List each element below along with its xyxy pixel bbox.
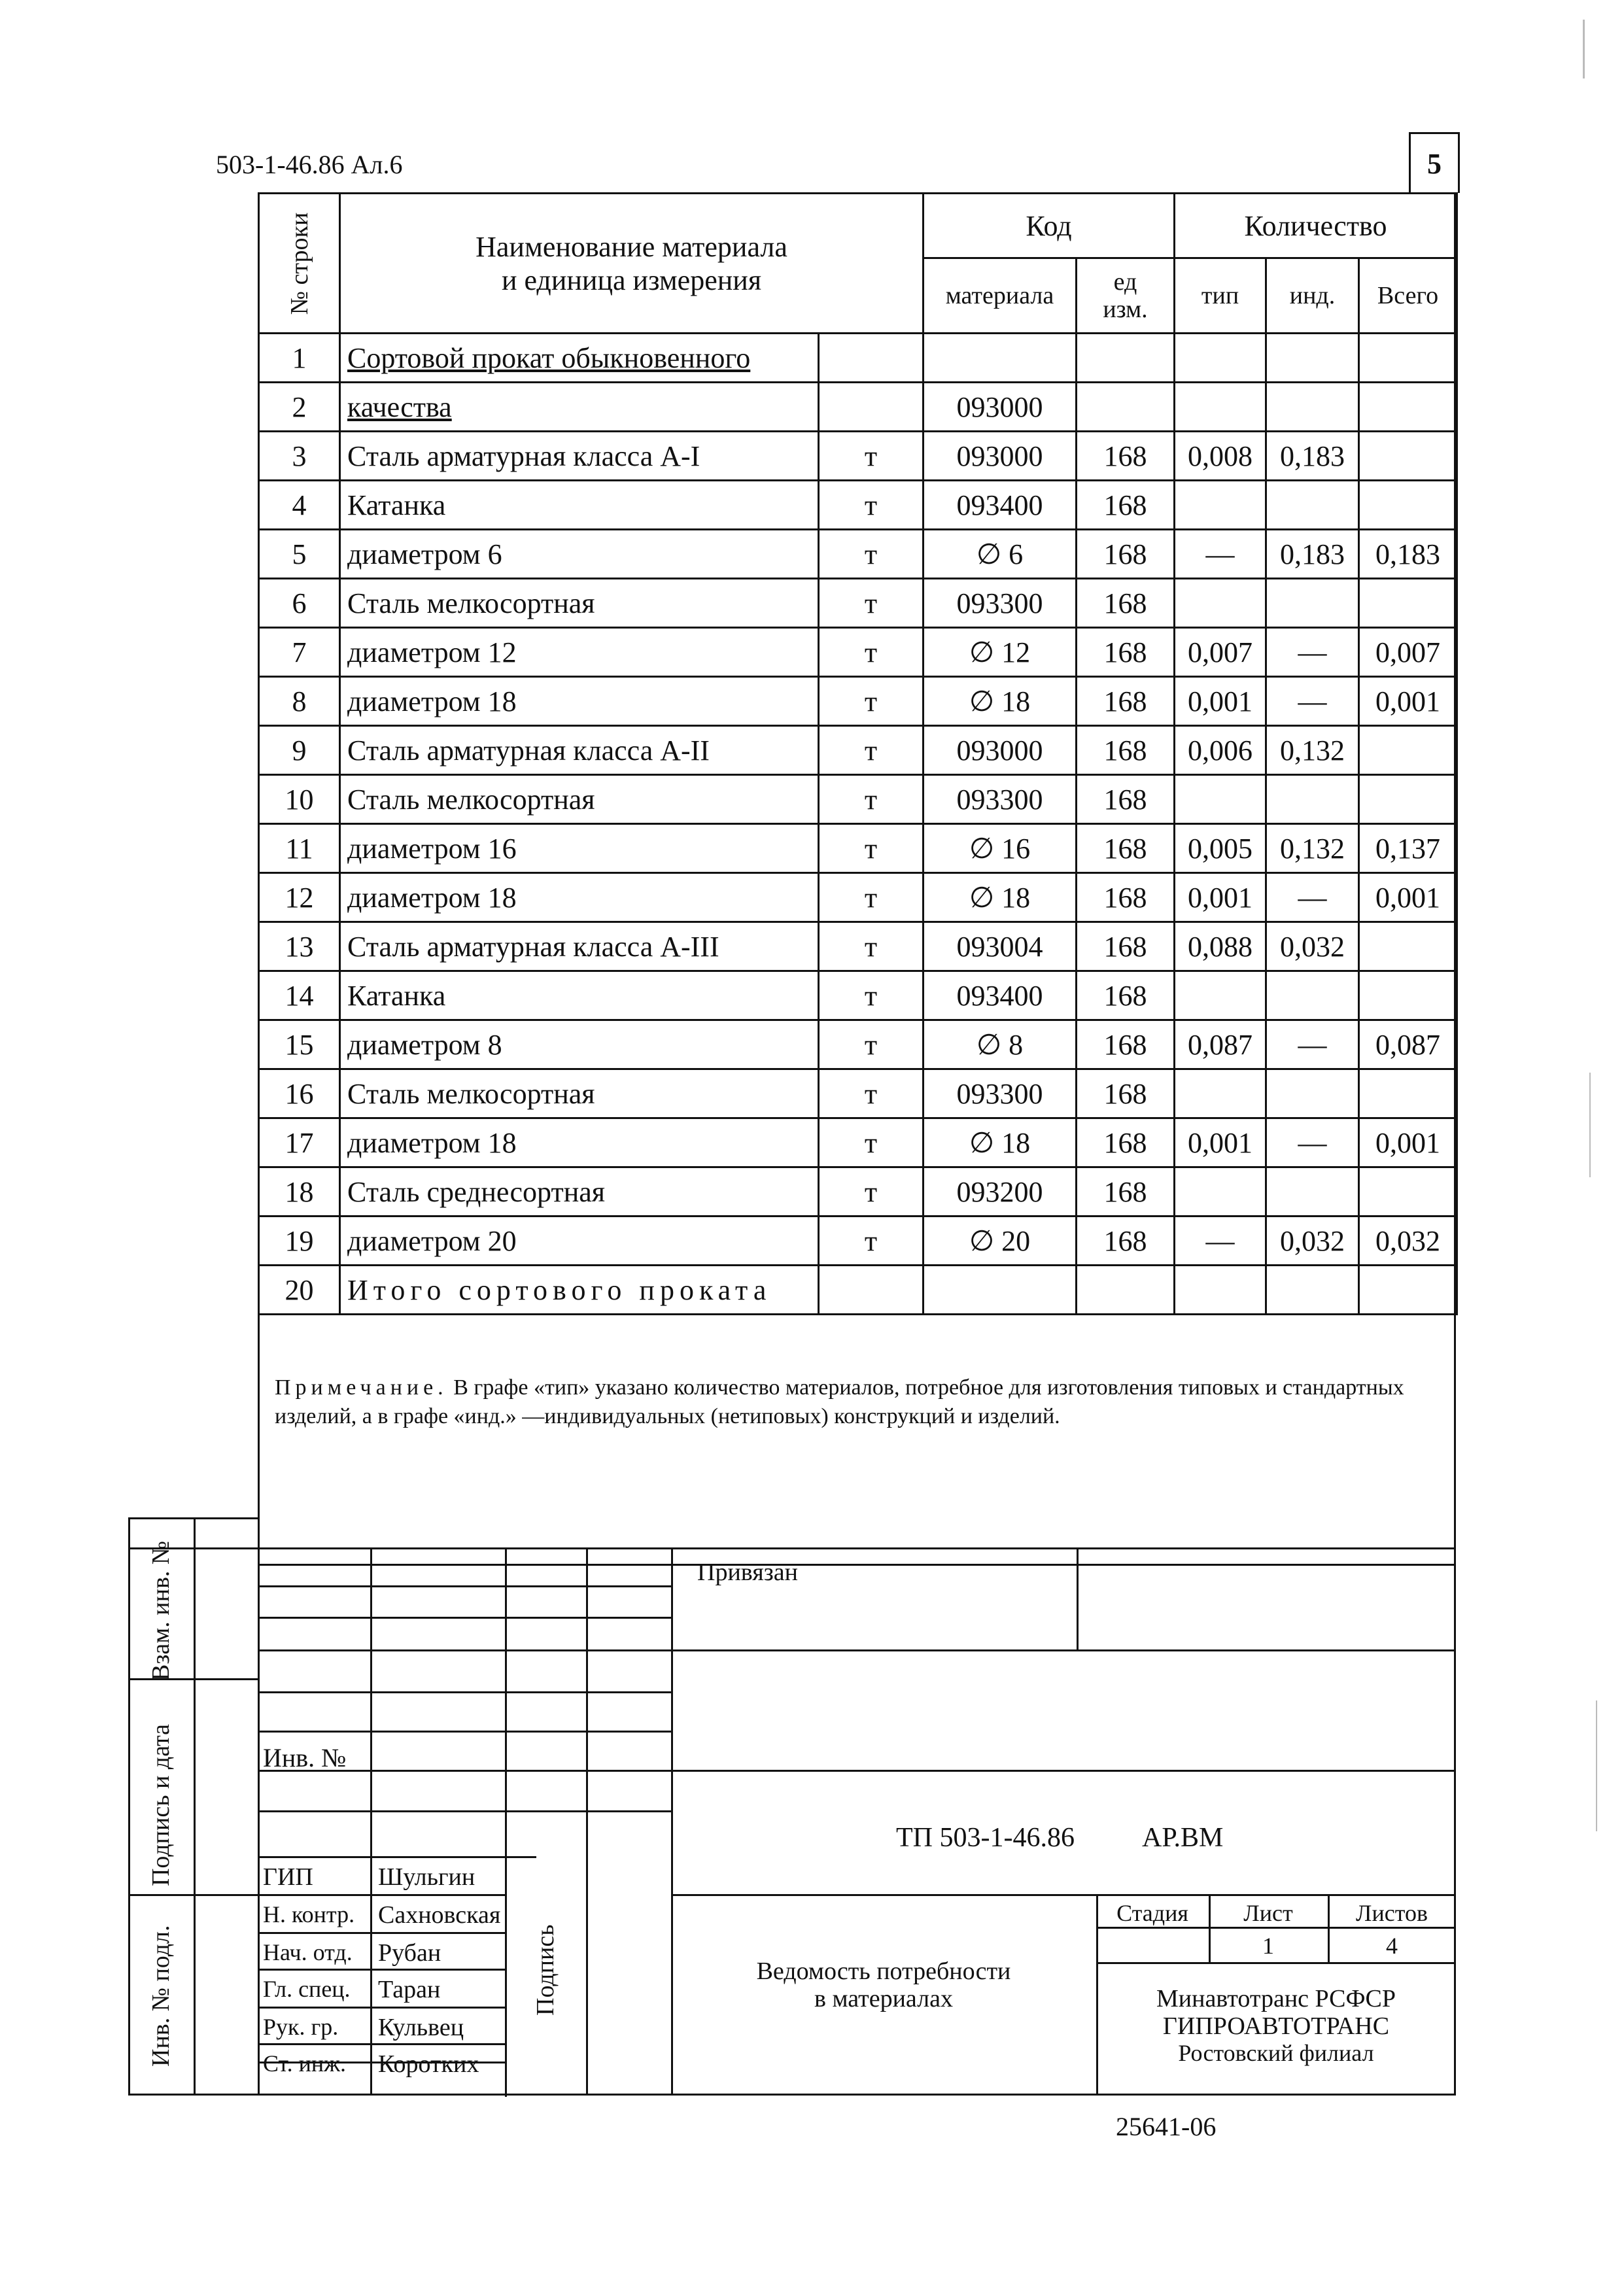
material-name: диаметром 18 [340,677,819,726]
note-text: В графе «тип» указано количество материалов, потребное для изготовления типовых и стандартных изделий, а в графе «инд.» —индивидуальных (нетиповых) конструкций и изделий. [275,1375,1404,1428]
role-nach-otd: Нач. отд. [263,1939,353,1965]
role-n-kontr: Н. контр. [263,1901,355,1927]
material-name: диаметром 8 [340,1020,819,1069]
row-number: 15 [259,1020,340,1069]
org-line1: Минавтотранс РСФСР [1156,1985,1396,2012]
header-code-material: материала [924,258,1077,334]
unit-code: 168 [1077,922,1175,971]
stamp-line [258,1810,672,1812]
stamp-line [671,1894,1456,1896]
header-qty-total: Всего [1359,258,1457,334]
row-number: 3 [259,432,340,481]
unit: т [819,1069,924,1118]
qty-total: 0,087 [1359,1020,1457,1069]
row-number-label: № строки [285,212,313,315]
qty-type: 0,006 [1175,726,1266,775]
unit-header-line1: ед [1113,268,1137,296]
name-taran: Таран [378,1976,441,2003]
row-number: 17 [259,1118,340,1167]
name-header-line2: и единица измерения [501,264,762,296]
unit: т [819,1020,924,1069]
sheets-label: Листов [1356,1900,1428,1926]
role-gip: ГИП [263,1863,313,1891]
material-name: диаметром 20 [340,1217,819,1266]
material-name: Сталь мелкосортная [340,579,819,628]
name-header-line1: Наименование материала [475,230,787,263]
unit: т [819,579,924,628]
row-number: 18 [259,1167,340,1217]
side-label-inv-podl: Инв. № подл. [147,1925,175,2067]
stamp-line [258,1969,506,1971]
material-code: 093300 [924,775,1077,824]
unit: т [819,481,924,530]
unit: т [819,824,924,873]
material-name: Сталь среднесортная [340,1167,819,1217]
qty-ind: 0,132 [1266,824,1359,873]
unit: т [819,922,924,971]
archive-number: 25641-06 [1116,2112,1217,2141]
qty-ind: — [1266,1020,1359,1069]
unit-code: 168 [1077,1167,1175,1217]
stamp-line [258,1894,506,1896]
row-number: 6 [259,579,340,628]
qty-type: 0,001 [1175,873,1266,922]
doc-mark: АР.ВМ [1142,1823,1224,1853]
unit-code: 168 [1077,824,1175,873]
sheet-label: Лист [1243,1900,1293,1926]
unit: т [819,432,924,481]
note-lead: Примечание. [275,1375,448,1400]
row-number: 19 [259,1217,340,1266]
material-name: Катанка [340,481,819,530]
qty-total: 0,007 [1359,628,1457,677]
unit-code: 168 [1077,432,1175,481]
side-label-podpis: Подпись и дата [147,1723,175,1887]
header-code: Код [924,194,1175,258]
role-gl-spec: Гл. спец. [263,1976,351,2002]
total-label: Итого сортового проката [347,1273,772,1306]
qty-type: 0,001 [1175,1118,1266,1167]
qty-total: 0,001 [1359,1118,1457,1167]
material-name: диаметром 18 [340,873,819,922]
unit: т [819,726,924,775]
unit: т [819,775,924,824]
material-code: ∅ 18 [924,873,1077,922]
material-name: Катанка [340,971,819,1020]
sheet-number: 5 [1409,132,1460,193]
material-code: ∅ 6 [924,530,1077,579]
material-code: 093000 [924,432,1077,481]
scan-artifact [1589,1073,1591,1177]
qty-ind: 0,032 [1266,1217,1359,1266]
unit-code: 168 [1077,579,1175,628]
document-code: 503-1-46.86 Ал.6 [216,150,403,179]
row-number: 7 [259,628,340,677]
stamp-line [1096,1962,1456,1964]
row-number: 10 [259,775,340,824]
qty-total: 0,183 [1359,530,1457,579]
doc-title-line1: Ведомость потребности [756,1958,1011,1985]
stamp-line [258,2007,506,2009]
header-qty-ind: инд. [1266,258,1359,334]
unit: т [819,1118,924,1167]
row-number: 16 [259,1069,340,1118]
row-number: 20 [259,1266,340,1315]
stamp-line [258,1585,672,1587]
sheets-value: 4 [1386,1933,1398,1959]
material-code: 093300 [924,1069,1077,1118]
stamp-line [194,1517,196,2096]
stamp-line [1096,1927,1456,1929]
unit-code: 168 [1077,530,1175,579]
name-sakhnovskaya: Сахновская [378,1901,501,1929]
material-code: 093400 [924,481,1077,530]
stamp-line [258,1617,672,1619]
unit: т [819,971,924,1020]
row-number: 9 [259,726,340,775]
role-ruk-gr: Рук. гр. [263,2014,339,2040]
stamp-line [258,1731,672,1733]
stamp-line [258,2043,506,2045]
qty-type: — [1175,530,1266,579]
unit-code: 168 [1077,481,1175,530]
header-qty-type: тип [1175,258,1266,334]
material-code: 093300 [924,579,1077,628]
qty-ind: 0,183 [1266,432,1359,481]
stamp-line [258,1691,672,1693]
unit-code: 168 [1077,628,1175,677]
doc-code: ТП 503-1-46.86 [896,1823,1075,1853]
stamp-line [258,1770,1456,1772]
qty-ind: — [1266,677,1359,726]
note [275,1373,1445,1431]
material-name: диаметром 12 [340,628,819,677]
material-name: Сортовой прокат обыкновенного [340,334,819,383]
row-number: 11 [259,824,340,873]
qty-type: — [1175,1217,1266,1266]
qty-total: 0,137 [1359,824,1457,873]
side-label-vzam: Взам. инв. № [147,1540,175,1681]
header-quantity: Количество [1175,194,1457,258]
unit: т [819,530,924,579]
unit-code: 168 [1077,1069,1175,1118]
stamp-line [128,1517,259,1519]
stamp-line [370,1547,372,2096]
stamp-line [128,1517,130,1547]
scan-artifact [1583,20,1585,78]
material-name: Сталь арматурная класса А-I [340,432,819,481]
material-code: 093004 [924,922,1077,971]
qty-ind: 0,032 [1266,922,1359,971]
row-number: 1 [259,334,340,383]
unit-code: 168 [1077,775,1175,824]
inv-number-label: Инв. № [263,1743,347,1772]
table-frame [258,192,1456,1566]
row-number: 5 [259,530,340,579]
material-code: ∅ 16 [924,824,1077,873]
unit-code: 168 [1077,726,1175,775]
material-name: диаметром 6 [340,530,819,579]
material-name: Сталь арматурная класса А-II [340,726,819,775]
stamp-line [258,1649,1456,1651]
material-name: диаметром 18 [340,1118,819,1167]
material-code: 093000 [924,726,1077,775]
privyazan-label: Привязан [697,1559,798,1586]
name-ruban: Рубан [378,1939,441,1967]
material-name: Сталь мелкосортная [340,775,819,824]
stamp-line [505,1547,507,2097]
unit: т [819,628,924,677]
material-code: 093400 [924,971,1077,1020]
scan-artifact [1596,1700,1597,1831]
unit-code: 168 [1077,1118,1175,1167]
name-korotkikh: Коротких [378,2050,479,2078]
material-name: Сталь арматурная класса А-III [340,922,819,971]
qty-total: 0,001 [1359,873,1457,922]
stamp-line [258,1856,536,1858]
qty-ind: — [1266,628,1359,677]
unit-code: 168 [1077,971,1175,1020]
unit-code: 168 [1077,1020,1175,1069]
name-shulgin: Шульгин [378,1863,475,1891]
qty-type: 0,001 [1175,677,1266,726]
qty-ind: 0,132 [1266,726,1359,775]
qty-type: 0,005 [1175,824,1266,873]
sheet-value: 1 [1262,1933,1274,1959]
row-number: 2 [259,383,340,432]
material-code: ∅ 18 [924,677,1077,726]
qty-ind: — [1266,1118,1359,1167]
signature-column-label: Подпись [532,1924,559,2016]
unit-code: 168 [1077,677,1175,726]
row-number: 12 [259,873,340,922]
row-number: 13 [259,922,340,971]
row-number: 8 [259,677,340,726]
unit-header-line2: изм. [1103,296,1148,323]
material-code: ∅ 18 [924,1118,1077,1167]
stamp-line [1077,1547,1079,1649]
qty-type: 0,007 [1175,628,1266,677]
doc-title-line2: в материалах [814,1985,953,2012]
org-line3: Ростовский филиал [1178,2040,1374,2066]
material-code: 093200 [924,1167,1077,1217]
unit: т [819,1167,924,1217]
qty-total: 0,032 [1359,1217,1457,1266]
material-name: диаметром 16 [340,824,819,873]
row-number: 4 [259,481,340,530]
stamp-line [258,1547,260,2096]
material-code: ∅ 20 [924,1217,1077,1266]
role-st-inzh: Ст. инж. [263,2050,346,2077]
qty-type: 0,088 [1175,922,1266,971]
unit: т [819,873,924,922]
unit: т [819,1217,924,1266]
org-line2: ГИПРОАВТОТРАНС [1162,2012,1390,2040]
material-name: качества [340,383,819,432]
unit-code: 168 [1077,1217,1175,1266]
qty-ind: — [1266,873,1359,922]
unit-code: 168 [1077,873,1175,922]
qty-type: 0,008 [1175,432,1266,481]
material-code: ∅ 8 [924,1020,1077,1069]
stamp-line [586,1547,588,2096]
stamp-line [671,1547,673,2096]
row-number: 14 [259,971,340,1020]
stamp-line [258,1932,506,1934]
material-code: 093000 [924,383,1077,432]
material-name: Сталь мелкосортная [340,1069,819,1118]
material-code: ∅ 12 [924,628,1077,677]
stage-label: Стадия [1116,1900,1188,1926]
qty-type: 0,087 [1175,1020,1266,1069]
qty-total: 0,001 [1359,677,1457,726]
unit: т [819,677,924,726]
qty-ind: 0,183 [1266,530,1359,579]
name-kulvets: Кульвец [378,2014,464,2041]
